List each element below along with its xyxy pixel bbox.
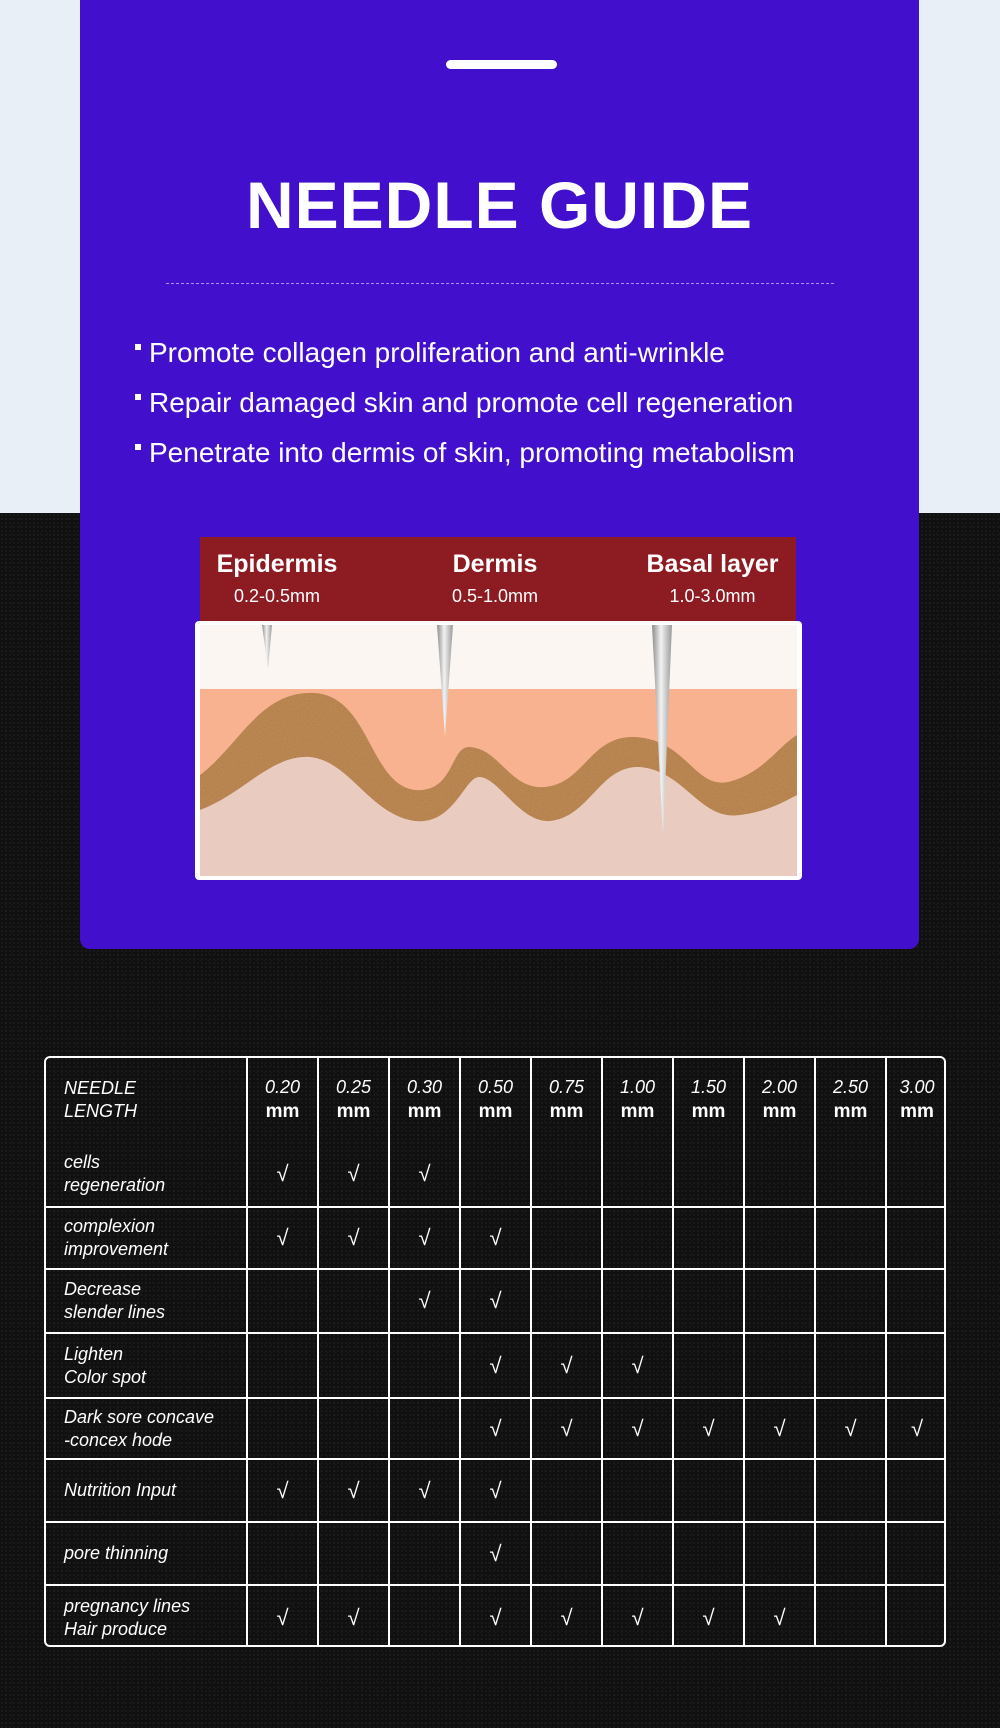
- check-icon: √: [702, 1415, 715, 1441]
- check-cell: [460, 1459, 531, 1522]
- check-icon: √: [276, 1477, 289, 1503]
- layer-epidermis: [212, 547, 342, 611]
- empty-cell: [389, 1522, 460, 1585]
- check-cell: [247, 1459, 318, 1522]
- row-label: [46, 1459, 247, 1522]
- check-cell: [744, 1585, 815, 1647]
- table-row: [46, 1333, 946, 1398]
- empty-cell: [673, 1522, 744, 1585]
- check-cell: [460, 1522, 531, 1585]
- empty-cell: [673, 1207, 744, 1269]
- check-icon: √: [773, 1604, 786, 1630]
- length-value: 1.50: [690, 1077, 727, 1097]
- check-icon: √: [489, 1604, 502, 1630]
- length-value: 2.00: [761, 1077, 798, 1097]
- length-unit: mm: [549, 1101, 584, 1122]
- length-header-9: [886, 1058, 946, 1142]
- check-icon: √: [489, 1288, 502, 1313]
- benefit-item: [135, 381, 795, 431]
- check-cell: [531, 1333, 602, 1398]
- empty-cell: [602, 1269, 673, 1333]
- empty-cell: [886, 1522, 946, 1585]
- length-header-0: [247, 1058, 318, 1142]
- empty-cell: [673, 1459, 744, 1522]
- empty-cell: [602, 1207, 673, 1269]
- header-label-line2: LENGTH: [64, 1101, 138, 1121]
- page-title: NEEDLE GUIDE: [245, 168, 754, 242]
- row-label: [46, 1333, 247, 1398]
- empty-cell: [886, 1142, 946, 1207]
- table-row: [46, 1522, 946, 1585]
- check-icon: √: [276, 1604, 289, 1630]
- row-label-line2: regeneration: [64, 1175, 166, 1195]
- check-cell: [602, 1333, 673, 1398]
- check-icon: √: [489, 1225, 502, 1250]
- check-cell: [389, 1269, 460, 1333]
- row-label: [46, 1207, 247, 1269]
- check-icon: √: [702, 1604, 715, 1630]
- row-label: [46, 1522, 247, 1585]
- empty-cell: [531, 1207, 602, 1269]
- benefit-text: Penetrate into dermis of skin, promoting metabolism: [149, 437, 795, 468]
- empty-cell: [744, 1459, 815, 1522]
- length-header-6: [673, 1058, 744, 1142]
- check-icon: √: [631, 1352, 644, 1378]
- check-icon: √: [560, 1604, 573, 1630]
- check-cell: [247, 1142, 318, 1207]
- row-label-line1: pregnancy lines: [64, 1595, 191, 1616]
- length-unit: mm: [762, 1101, 797, 1122]
- needle-table: [46, 1058, 946, 1647]
- empty-cell: [673, 1333, 744, 1398]
- check-icon: √: [560, 1352, 573, 1378]
- empty-cell: [815, 1142, 886, 1207]
- length-unit: mm: [478, 1101, 513, 1122]
- bullet-dot-icon: [135, 444, 141, 450]
- row-label-line1: Lighten: [64, 1343, 124, 1364]
- check-cell: [389, 1207, 460, 1269]
- empty-cell: [318, 1398, 389, 1459]
- length-unit: mm: [336, 1101, 371, 1122]
- skin-cross-section-illustration: [200, 625, 797, 876]
- benefit-list: [135, 331, 795, 481]
- row-label-line1: Decrease: [64, 1279, 142, 1299]
- empty-cell: [531, 1269, 602, 1333]
- empty-cell: [247, 1269, 318, 1333]
- check-icon: √: [631, 1415, 644, 1441]
- check-cell: [460, 1398, 531, 1459]
- check-icon: √: [631, 1604, 644, 1630]
- check-cell: [247, 1207, 318, 1269]
- empty-cell: [744, 1207, 815, 1269]
- check-icon: √: [560, 1415, 573, 1441]
- check-cell: [389, 1142, 460, 1207]
- empty-cell: [602, 1522, 673, 1585]
- row-label-line2: Color spot: [64, 1366, 147, 1387]
- bullet-dot-icon: [135, 394, 141, 400]
- length-value: 0.25: [335, 1077, 372, 1097]
- length-header-7: [744, 1058, 815, 1142]
- check-icon: √: [418, 1225, 431, 1250]
- empty-cell: [247, 1333, 318, 1398]
- empty-cell: [460, 1142, 531, 1207]
- length-header-3: [460, 1058, 531, 1142]
- skin-layer-header: [200, 537, 796, 625]
- check-cell: [460, 1207, 531, 1269]
- length-value: 1.00: [619, 1077, 656, 1097]
- empty-cell: [815, 1459, 886, 1522]
- empty-cell: [389, 1333, 460, 1398]
- length-unit: mm: [407, 1101, 442, 1122]
- layer-range: 0.5-1.0mm: [451, 586, 539, 606]
- empty-cell: [886, 1459, 946, 1522]
- empty-cell: [673, 1142, 744, 1207]
- check-cell: [602, 1398, 673, 1459]
- header-label-line1: NEEDLE: [64, 1078, 137, 1098]
- empty-cell: [815, 1522, 886, 1585]
- check-cell: [460, 1585, 531, 1647]
- empty-cell: [389, 1585, 460, 1647]
- length-unit: mm: [620, 1101, 655, 1122]
- check-icon: √: [347, 1604, 360, 1630]
- empty-cell: [531, 1459, 602, 1522]
- header-label: [46, 1058, 247, 1142]
- length-header-1: [318, 1058, 389, 1142]
- check-icon: √: [844, 1415, 857, 1441]
- layer-dermis: [430, 547, 560, 611]
- empty-cell: [247, 1398, 318, 1459]
- length-header-5: [602, 1058, 673, 1142]
- check-icon: √: [773, 1415, 786, 1441]
- empty-cell: [318, 1333, 389, 1398]
- check-cell: [886, 1398, 946, 1459]
- row-label-line1: Dark sore concave: [64, 1406, 215, 1427]
- length-unit: mm: [691, 1101, 726, 1122]
- empty-cell: [602, 1142, 673, 1207]
- row-label-line1: complexion: [64, 1216, 156, 1236]
- check-cell: [602, 1585, 673, 1647]
- check-icon: √: [910, 1415, 924, 1441]
- empty-cell: [602, 1459, 673, 1522]
- benefit-item: [135, 431, 795, 481]
- empty-cell: [744, 1142, 815, 1207]
- empty-cell: [389, 1398, 460, 1459]
- length-value: 3.00: [899, 1077, 935, 1097]
- table-row: [46, 1207, 946, 1269]
- check-cell: [318, 1142, 389, 1207]
- length-header-8: [815, 1058, 886, 1142]
- empty-cell: [318, 1269, 389, 1333]
- check-icon: √: [418, 1161, 431, 1186]
- layer-range: 0.2-0.5mm: [233, 586, 321, 606]
- empty-cell: [815, 1585, 886, 1647]
- row-label-line2: improvement: [64, 1239, 169, 1259]
- check-icon: √: [276, 1161, 289, 1186]
- check-cell: [673, 1585, 744, 1647]
- row-label-line1: Nutrition Input: [64, 1480, 177, 1500]
- empty-cell: [744, 1269, 815, 1333]
- check-cell: [531, 1585, 602, 1647]
- length-unit: mm: [265, 1101, 300, 1122]
- row-label-line2: Hair produce: [64, 1618, 168, 1639]
- row-label-line2: slender lines: [64, 1302, 166, 1322]
- table-row: [46, 1459, 946, 1522]
- length-value: 0.20: [264, 1077, 301, 1097]
- check-cell: [247, 1585, 318, 1647]
- layer-range: 1.0-3.0mm: [669, 586, 756, 606]
- dashed-divider: [166, 283, 834, 284]
- check-cell: [531, 1398, 602, 1459]
- row-label: [46, 1398, 247, 1459]
- check-icon: √: [489, 1477, 502, 1503]
- row-label-line2: -concex hode: [64, 1429, 173, 1450]
- table-row: [46, 1585, 946, 1647]
- empty-cell: [247, 1522, 318, 1585]
- skin-diagram: [195, 621, 802, 880]
- check-icon: √: [489, 1540, 502, 1566]
- check-icon: √: [489, 1352, 502, 1378]
- layer-name: Dermis: [452, 550, 538, 578]
- empty-cell: [673, 1269, 744, 1333]
- length-header-2: [389, 1058, 460, 1142]
- empty-cell: [815, 1333, 886, 1398]
- check-icon: √: [347, 1477, 360, 1503]
- row-label-line1: pore thinning: [64, 1543, 169, 1563]
- length-value: 0.30: [406, 1077, 443, 1097]
- check-icon: √: [418, 1288, 431, 1313]
- needle-length-table: [44, 1056, 946, 1647]
- empty-cell: [744, 1522, 815, 1585]
- check-icon: √: [489, 1415, 502, 1441]
- length-unit: mm: [833, 1101, 868, 1122]
- table-row: [46, 1269, 946, 1333]
- empty-cell: [886, 1207, 946, 1269]
- bullet-dot-icon: [135, 344, 141, 350]
- length-value: 2.50: [832, 1077, 869, 1097]
- check-cell: [460, 1269, 531, 1333]
- check-cell: [318, 1459, 389, 1522]
- empty-cell: [531, 1522, 602, 1585]
- empty-cell: [886, 1333, 946, 1398]
- check-icon: √: [347, 1225, 360, 1250]
- empty-cell: [318, 1522, 389, 1585]
- check-icon: √: [276, 1225, 289, 1250]
- handle-bar: [446, 60, 557, 69]
- length-value: 0.50: [477, 1077, 514, 1097]
- benefit-item: [135, 331, 795, 381]
- check-cell: [815, 1398, 886, 1459]
- check-cell: [673, 1398, 744, 1459]
- check-cell: [389, 1459, 460, 1522]
- length-value: 0.75: [548, 1077, 585, 1097]
- row-label: [46, 1585, 247, 1647]
- check-cell: [318, 1585, 389, 1647]
- row-label-line1: cells: [64, 1152, 101, 1172]
- empty-cell: [815, 1207, 886, 1269]
- layer-name: Epidermis: [216, 550, 338, 578]
- length-header-4: [531, 1058, 602, 1142]
- empty-cell: [886, 1585, 946, 1647]
- table-row: [46, 1142, 946, 1207]
- layer-name: Basal layer: [646, 550, 779, 578]
- empty-cell: [815, 1269, 886, 1333]
- benefit-text: Promote collagen proliferation and anti-wrinkle: [149, 337, 725, 368]
- benefit-text: Repair damaged skin and promote cell regeneration: [149, 387, 794, 418]
- check-cell: [318, 1207, 389, 1269]
- check-icon: √: [347, 1161, 360, 1186]
- check-cell: [744, 1398, 815, 1459]
- empty-cell: [744, 1333, 815, 1398]
- layer-basal: [640, 547, 785, 611]
- table-row: [46, 1398, 946, 1459]
- check-cell: [460, 1333, 531, 1398]
- check-icon: √: [418, 1477, 431, 1503]
- row-label: [46, 1269, 247, 1333]
- row-label: [46, 1142, 247, 1207]
- empty-cell: [531, 1142, 602, 1207]
- length-unit: mm: [900, 1101, 934, 1122]
- empty-cell: [886, 1269, 946, 1333]
